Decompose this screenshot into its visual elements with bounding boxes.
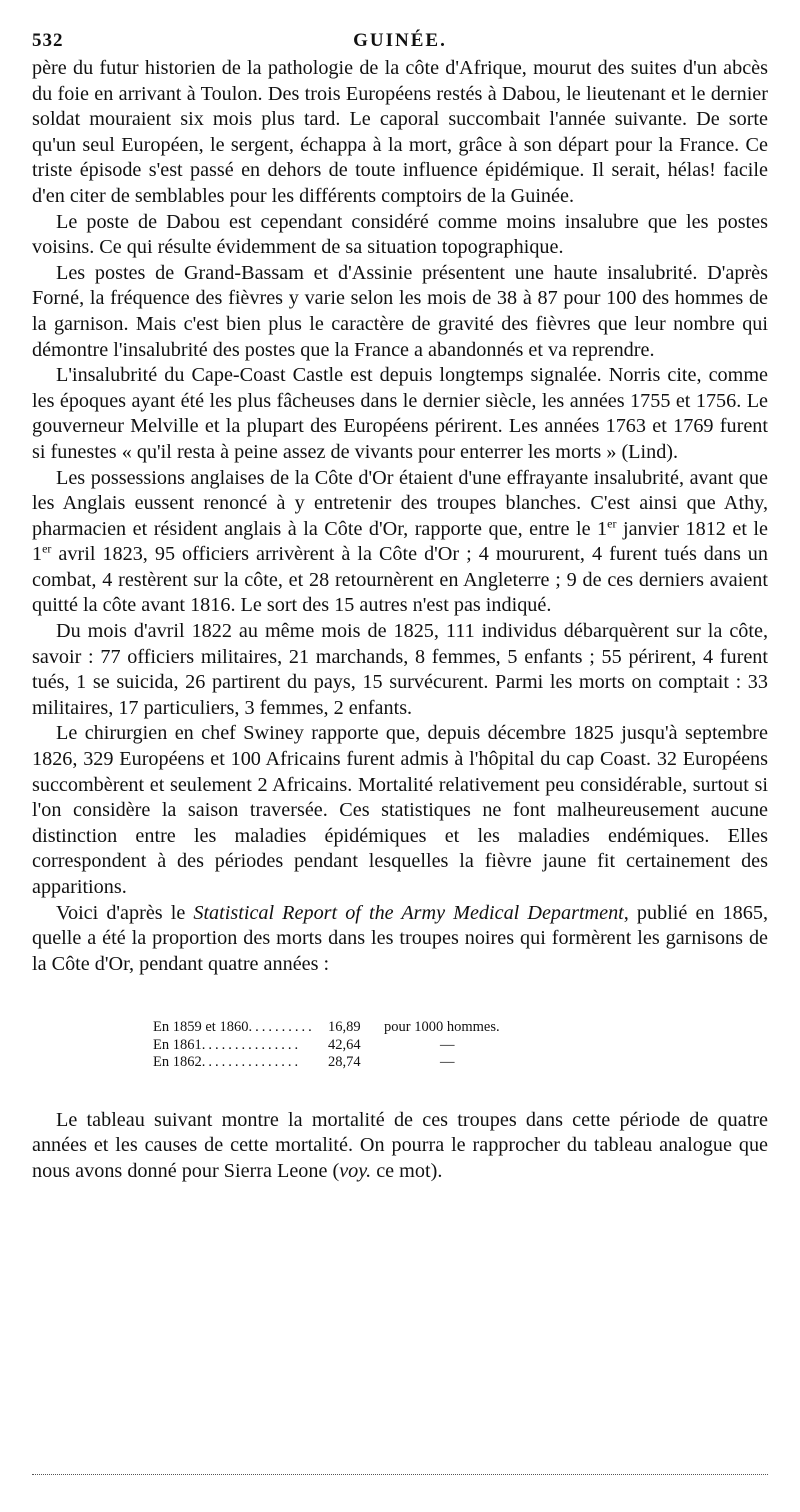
row-value: 16,89 (328, 1019, 361, 1036)
running-title: GUINÉE. (353, 30, 447, 51)
table-row (153, 1037, 768, 1055)
leader-dots: .......... (248, 1019, 315, 1036)
row-label: En 1861 (153, 1036, 202, 1053)
superscript-er: er (607, 515, 617, 530)
row-label: En 1862 (153, 1054, 202, 1071)
body-text (32, 56, 768, 977)
footer-rule (32, 1474, 768, 1475)
report-title: Statistical Report of the Army Medical Department (193, 901, 624, 924)
book-page (32, 22, 768, 1185)
paragraph-5 (32, 466, 768, 620)
paragraph-2: Le poste de Dabou est cependant considéré comme moins insalubre que les postes voisins. Ce qui résulte évidemment de sa situation topographique. (32, 210, 768, 259)
row-unit: — (440, 1036, 455, 1053)
paragraph-5-part-3: avril 1823, 95 officiers arrivèrent à la Côte d'Or ; 4 moururent, 4 furent tués dans un combat, 4 restèrent sur la côte, et 28 retournèrent en Angleterre ; 9 de ces derniers avaient quitté la côte avant 1816. Le sort des 15 autres n'est pas indiqué. (32, 543, 768, 617)
table-row (153, 1019, 768, 1037)
paragraph-7: Le chirurgien en chef Swiney rapporte que, depuis décembre 1825 jusqu'à septembre 1826, 329 Européens et 100 Africains furent admis à l'hôpital du cap Coast. 32 Européens succombèrent et seulement 2 Africains. Mortalité relativement peu considérable, surtout si l'on considère la saison traversée. Ces statistiques ne font malheureusement aucune distinction entre les maladies épidémiques et les maladies endémiques. Elles correspondent à des périodes pendant lesquelles la fièvre jaune fit certainement des apparitions. (32, 722, 768, 898)
leader-dots: ............... (201, 1036, 302, 1053)
paragraph-5-part-1: Les possessions anglaises de la Côte d'Or étaient d'une effrayante insalubrité, avant que les Anglais eussent renoncé à y entretenir des troupes blanches. C'est ainsi que Athy, pharmacien et résident anglais à la Côte d'Or, rapporte que, entre le 1 (32, 466, 768, 540)
paragraph-4: L'insalubrité du Cape-Coast Castle est depuis longtemps signalée. Norris cite, comme les époques ayant été les plus fâcheuses dans le dernier siècle, les années 1755 et 1756. Le gouverneur Melville et la plupart des Européens périrent. Les années 1763 et 1769 furent si funestes « qu'il resta à peine assez de vivants pour enterrer les morts » (Lind). (32, 364, 768, 463)
paragraph-8-before: Voici d'après le (56, 901, 194, 924)
paragraph-9-before: Le tableau suivant montre la mortalité de ces troupes dans cette période de quatre années et les causes de cette mortalité. On pourra le rapprocher du tableau analogue que nous avons donné pour Sierra Leone ( (32, 1108, 768, 1183)
page-number: 532 (32, 30, 64, 51)
paragraph-5-part-2: janvier 1812 et le 1 (32, 517, 769, 566)
row-value: 42,64 (328, 1036, 361, 1053)
superscript-er: er (42, 541, 52, 556)
paragraph-9-after: ce mot). (371, 1160, 443, 1183)
running-head (32, 22, 768, 56)
table-row (153, 1054, 768, 1072)
row-unit: — (440, 1054, 455, 1071)
body-text-after-table (32, 1108, 768, 1185)
row-unit: pour 1000 hommes. (384, 1019, 500, 1036)
mortality-table (153, 1019, 768, 1072)
paragraph-6: Du mois d'avril 1822 au même mois de 1825, 111 individus débarquèrent sur la côte, savoir : 77 officiers militaires, 21 marchands, 8 femmes, 5 enfants ; 55 périrent, 4 furent tués, 1 se suicida, 26 partirent du pays, 15 survécurent. Parmi les morts on comptait : 33 militaires, 17 particuliers, 3 femmes, 2 enfants. (32, 620, 768, 719)
paragraph-8 (32, 901, 768, 978)
row-value: 28,74 (328, 1054, 361, 1071)
paragraph-3: Les postes de Grand-Bassam et d'Assinie présentent une haute insalubrité. D'après Forné, la fréquence des fièvres y varie selon les mois de 38 à 87 pour 100 des hommes de la garnison. Mais c'est bien plus le caractère de gravité des fièvres que leur nombre qui démontre l'insalubrité des postes que la France a abandonnés et va reprendre. (32, 261, 768, 361)
row-label: En 1859 et 1860 (153, 1019, 249, 1036)
paragraph-9 (32, 1108, 768, 1185)
paragraph-8-after: , publié en 1865, quelle a été la proportion des morts dans les troupes noires qui formèrent les garnisons de la Côte d'Or, pendant quatre années : (32, 901, 768, 975)
paragraph-1: père du futur historien de la pathologie de la côte d'Afrique, mourut des suites d'un abcès du foie en arrivant à Toulon. Des trois Européens restés à Dabou, le lieutenant et le dernier soldat mouraient six mois plus tard. Le caporal succombait l'année suivante. De sorte qu'un seul Européen, le sergent, échappa à la mort, grâce à son départ pour la France. Ce triste épisode s'est passé en dehors de toute influence épidémique. Il serait, hélas! facile d'en citer de semblables pour les différents comptoirs de la Guinée. (32, 57, 768, 207)
voy-abbreviation: voy. (339, 1160, 372, 1183)
leader-dots: ............... (201, 1054, 302, 1071)
